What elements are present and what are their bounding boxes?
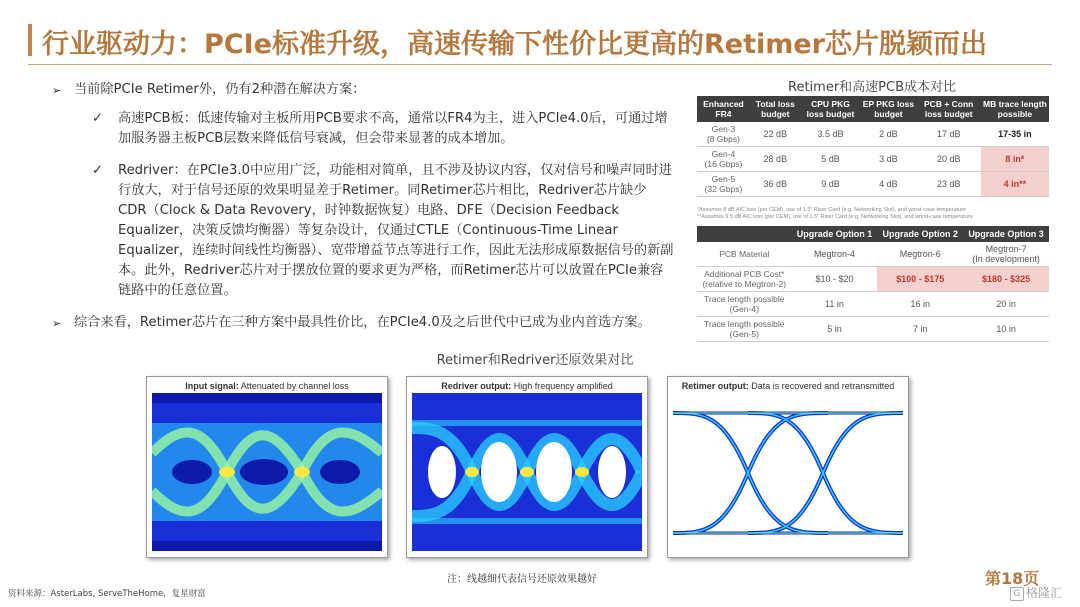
table-row [697,147,1049,172]
retimer-eye-diagram [673,393,903,551]
figure-note: 注：线越细代表信号还原效果越好 [447,574,597,585]
table-cell: 3 dB [860,147,916,172]
table-row [697,242,1049,267]
arrow-bullet-icon: ➢ [52,84,62,97]
retimer-output-panel [667,376,909,558]
pcb-text: 高速PCB板：低速传输对主板所用PCB要求不高，通常以FR4为主，进入PCIe4.0后，可通过增加服务器主板PCB层数来降低信号衰减，但会带来显著的成本增加。 [118,111,668,146]
bullet-intro [52,80,674,101]
gen-cell: Gen-4 (16 Gbps) [697,147,750,172]
table-cell: 11 in [792,292,878,317]
header-cell: PCB + Conn loss budget [917,96,981,122]
title-accent-bar [28,24,32,56]
table-cell: 17 dB [917,122,981,147]
table-cell: 2 dB [860,122,916,147]
header-cell [697,226,792,242]
panel-caption: Retimer output: Data is recovered and retransmitted [681,381,895,391]
table-row [697,317,1049,342]
redriver-text: Redriver：在PCIe3.0中应用广泛，功能相对简单，且不涉及协议内容，仅对信号和噪声同时进行放大，对于信号还原的效果明显差于Retimer。同Retimer芯片相比，Redriver芯片缺少CDR（Clock & Data Revovery，时钟数据恢复）电路、DFE（Decision Feedback Equalizer，决策反馈均衡器）等复杂设计，仅通过CTLE（Continuous-Time Linear Equalizer，连续时间线性均衡器）、宽带增益节点等进行工作，因此无法形成原数据信号的新副本。此外，Redriver芯片对于摆放位置的要求更为严格，而Retimer芯片可以放置在PCIe兼容链路中的任意位置。 [118,163,674,298]
table-cell: Megtron-4 [792,242,878,267]
table-cell: 3.5 dB [801,122,860,147]
source-note: 资料来源：AsterLabs, ServeTheHome，复星财富 [8,589,206,599]
table-cell: 5 in [792,317,878,342]
table-cell: 10 in [963,317,1049,342]
highlight-cell: 8 in* [981,147,1049,172]
redriver-output-panel [406,376,648,558]
input-eye-diagram [152,393,382,551]
table-cell: Megtron-7 (In development) [963,242,1049,267]
table-cell: 9 dB [801,172,860,197]
table-cell: 16 in [877,292,963,317]
upgrade-options-table [697,226,1049,342]
header-cell: MB trace length possible [981,96,1049,122]
highlight-cell: 4 in** [981,172,1049,197]
header-cell: Total loss budget [750,96,801,122]
bullet-conclusion [52,313,674,334]
conclusion-text: 综合来看，Retimer芯片在三种方案中最具性价比，在PCIe4.0及之后世代中已成为业内首选方案。 [74,315,651,330]
gelonghui-logo [1010,584,1062,601]
panel-caption: Input signal: Attenuated by channel loss [185,381,349,391]
redriver-eye-diagram [412,393,642,551]
header-cell: Upgrade Option 3 [963,226,1049,242]
table-row [697,122,1049,147]
header-cell: Upgrade Option 1 [792,226,878,242]
sub-item-pcb [92,109,674,149]
logo-text: 格隆汇 [1026,586,1063,600]
arrow-bullet-icon: ➢ [52,317,62,330]
row-label: Trace length possible (Gen-5) [697,317,792,342]
table-cell: 20 in [963,292,1049,317]
page-number: 第18页 [985,569,1040,588]
table-row [697,292,1049,317]
table-cell: 36 dB [750,172,801,197]
table-cell: 23 dB [917,172,981,197]
check-icon: ✓ [92,163,104,178]
header-cell: CPU PKG loss budget [801,96,860,122]
table-footnote: *Assumes 8 dB AIC loss (per CEM), use of 1.5" Riser Card (e.g. Networking Slot), and worst-case temperature **Assumes 9.5 dB AIC loss (per CEM), use of 1.5" Riser Card (e.g. Networking Slot), and worst-case temperature [697,207,973,220]
table-row [697,172,1049,197]
cost-table-title: Retimer和高速PCB成本对比 [788,80,956,95]
highlight-cell: $180 - $325 [963,267,1049,292]
sub-item-redriver [92,161,674,301]
intro-text: 当前除PCIe Retimer外，仍有2种潜在解决方案： [74,82,366,97]
title-divider [28,64,1052,65]
check-icon: ✓ [92,111,104,126]
row-label: PCB Material [697,242,792,267]
gen-cell: Gen-3 (8 Gbps) [697,122,750,147]
table-cell: Megtron-6 [877,242,963,267]
left-text-column [52,80,674,342]
loss-budget-table [697,96,1049,197]
page-title: 行业驱动力：PCIe标准升级，高速传输下性价比更高的Retimer芯片脱颖而出 [42,29,987,60]
table-cell: 5 dB [801,147,860,172]
table-cell: 4 dB [860,172,916,197]
header-cell: Enhanced FR4 [697,96,750,122]
table-cell: 7 in [877,317,963,342]
table-cell: 17-35 in [981,122,1049,147]
row-label: Additional PCB Cost* (relative to Megtron-2) [697,267,792,292]
input-signal-panel [146,376,388,558]
logo-icon: G [1010,587,1024,601]
table-cell: 20 dB [917,147,981,172]
table-row [697,267,1049,292]
header-cell: Upgrade Option 2 [877,226,963,242]
table-cell: 28 dB [750,147,801,172]
gen-cell: Gen-5 (32 Gbps) [697,172,750,197]
row-label: Trace length possible (Gen-4) [697,292,792,317]
highlight-cell: $100 - $175 [877,267,963,292]
header-cell: EP PKG loss budget [860,96,916,122]
eye-diagram-title: Retimer和Redriver还原效果对比 [436,353,634,368]
table-cell: $10 - $20 [792,267,878,292]
panel-caption: Redriver output: High frequency amplified [441,381,613,391]
table-cell: 22 dB [750,122,801,147]
